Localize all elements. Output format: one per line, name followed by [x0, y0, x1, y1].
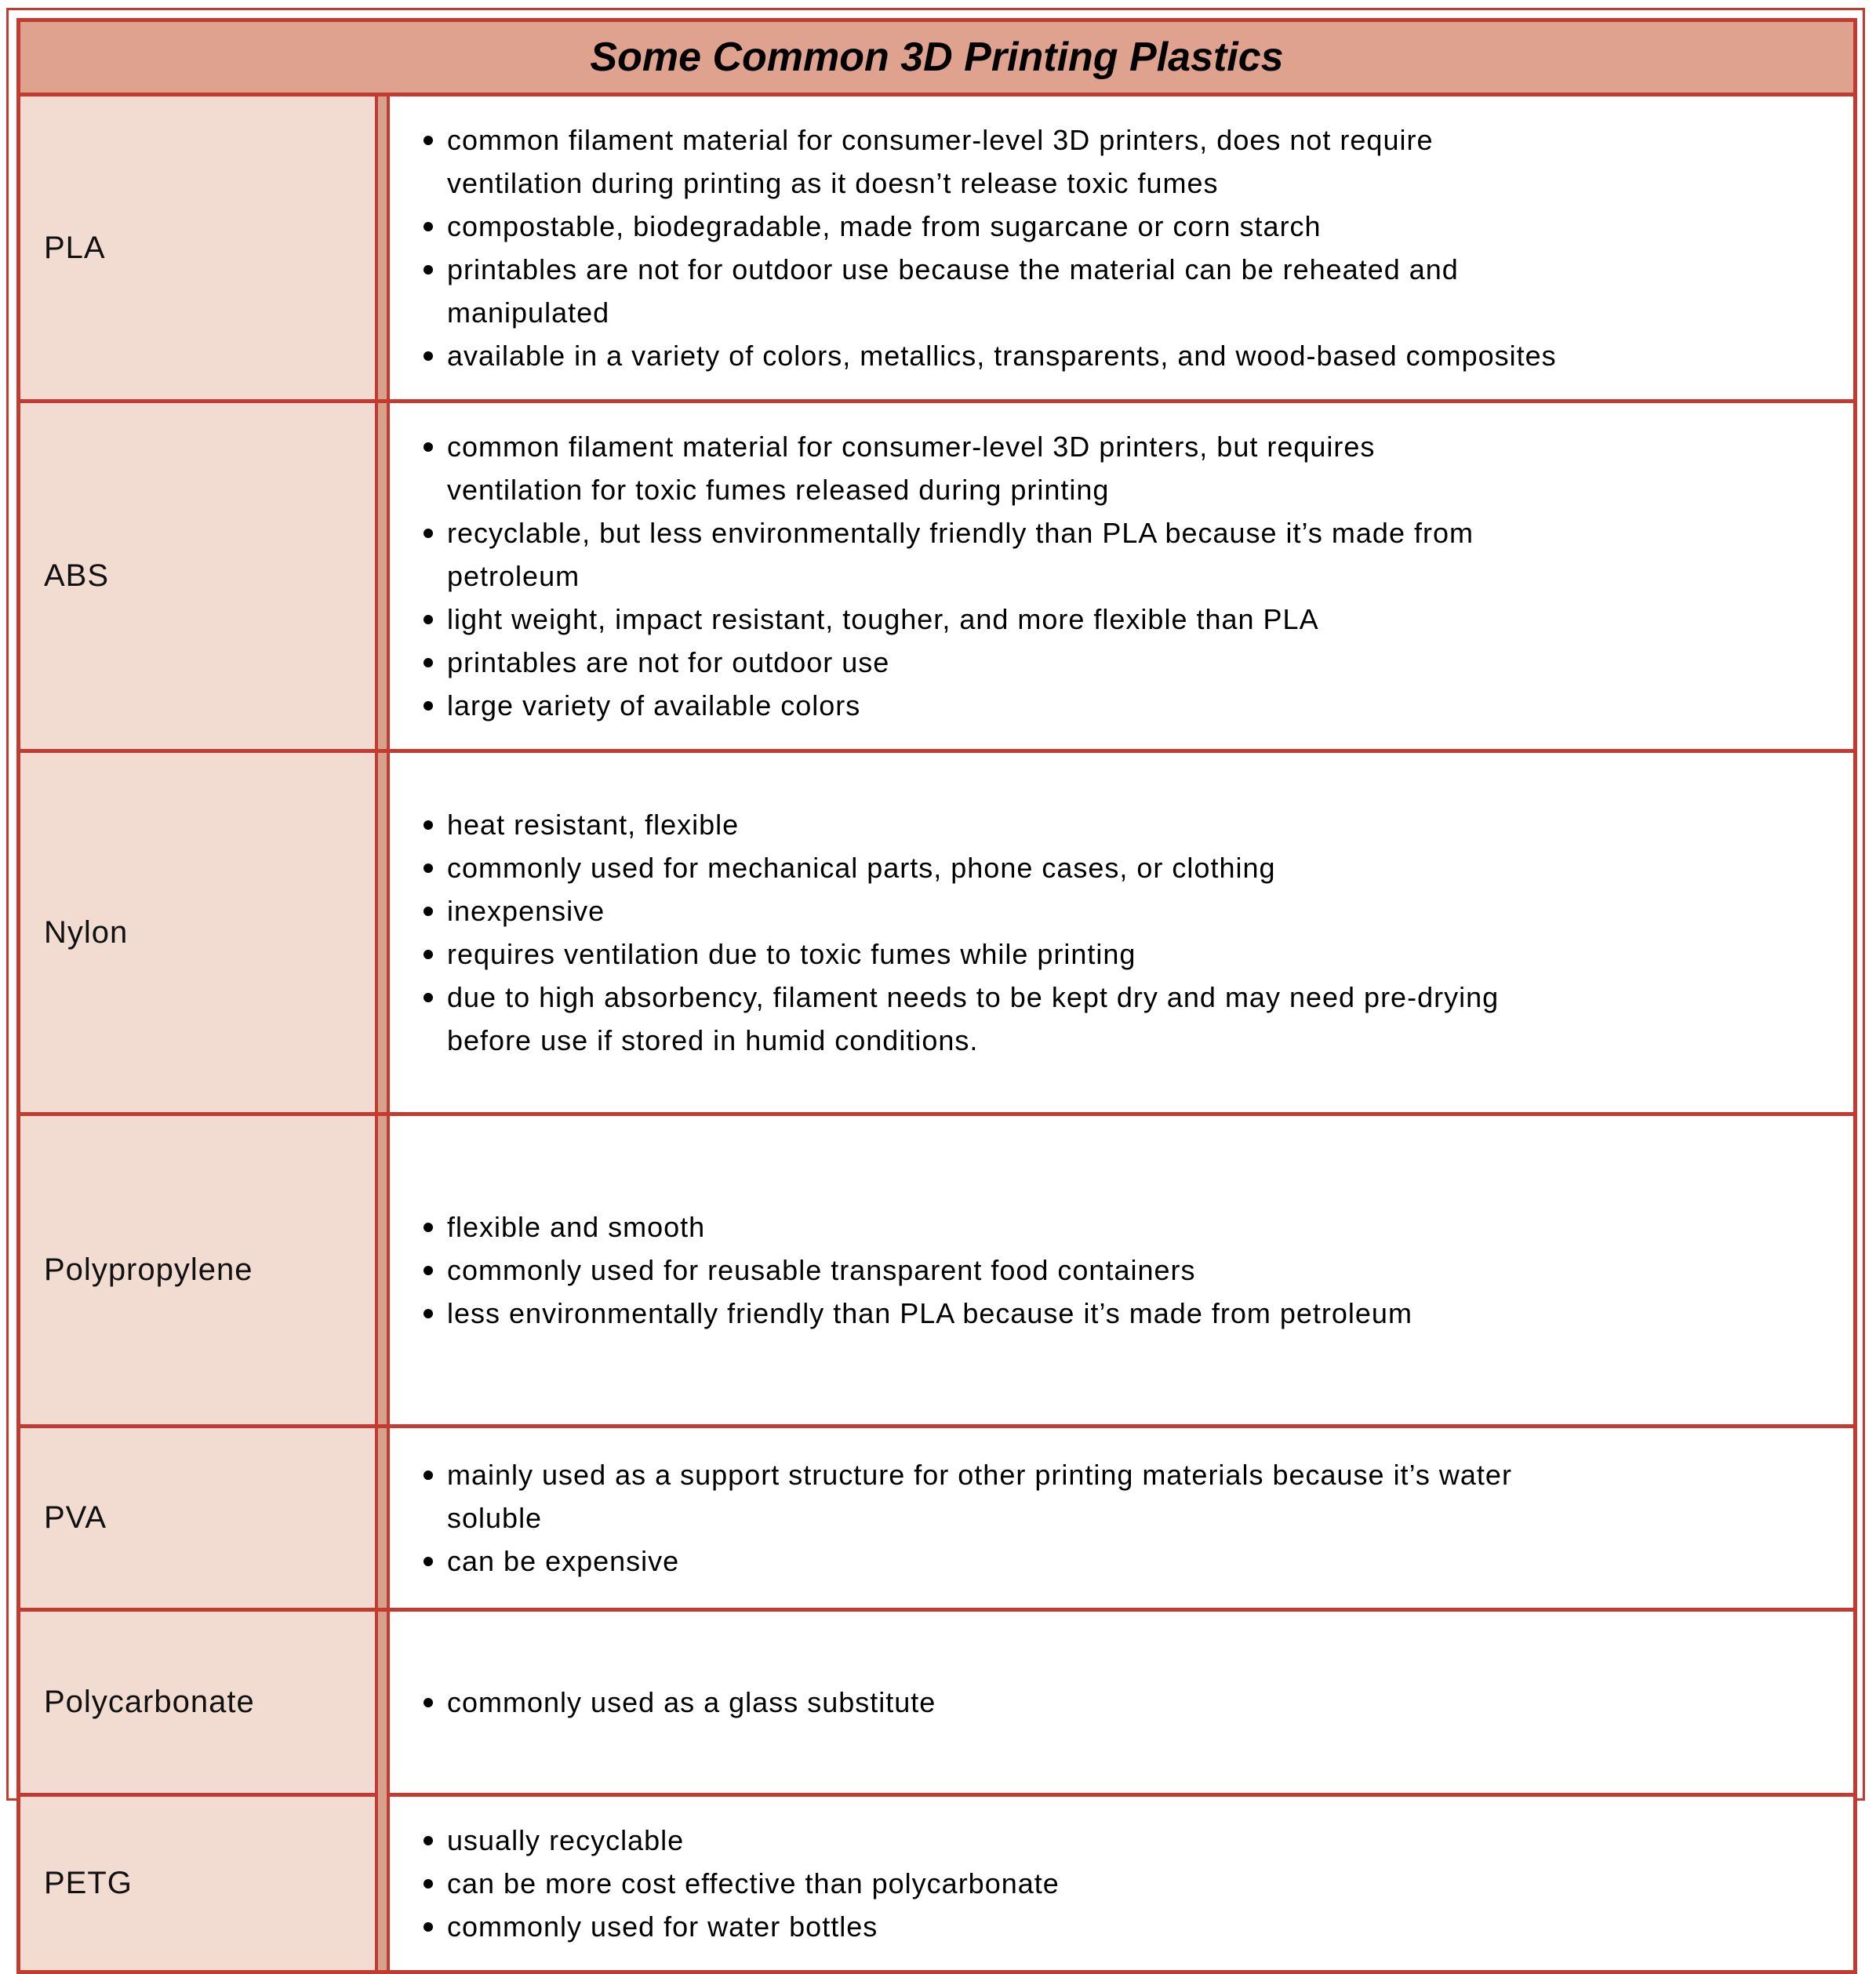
- bullet-icon: [424, 863, 433, 873]
- column-divider: [375, 753, 390, 1112]
- bullet-icon: [424, 1698, 433, 1707]
- bullet-item: [424, 889, 1499, 932]
- bullet-text: can be more cost effective than polycarbonate: [447, 1867, 1060, 1899]
- bullet-list: [424, 1819, 1060, 1948]
- material-label-cell: [20, 753, 375, 1112]
- table-header: [20, 22, 1853, 93]
- table-row: [20, 1608, 1853, 1793]
- bullet-icon: [424, 615, 433, 624]
- bullet-icon: [424, 1471, 433, 1480]
- bullet-text: compostable, biodegradable, made from sugarcane or corn starch: [447, 210, 1322, 242]
- bullet-text: commonly used for reusable transparent food containers: [447, 1254, 1196, 1286]
- bullet-text: requires ventilation due to toxic fumes while printing: [447, 938, 1136, 970]
- table-row: [20, 399, 1853, 749]
- column-divider: [375, 1428, 390, 1608]
- bullet-item: [424, 425, 1474, 511]
- material-name: ABS: [44, 558, 110, 593]
- material-name: Nylon: [44, 914, 129, 950]
- bullet-item: [424, 118, 1557, 205]
- column-divider: [375, 1797, 390, 1970]
- bullet-text: commonly used for water bottles: [447, 1910, 878, 1943]
- bullet-icon: [424, 351, 433, 361]
- bullet-icon: [424, 950, 433, 959]
- bullet-icon: [424, 1266, 433, 1275]
- bullet-item: [424, 1681, 936, 1724]
- bullet-item: [424, 1453, 1512, 1540]
- bullet-item: [424, 932, 1499, 976]
- table-row: [20, 93, 1853, 399]
- material-label-cell: [20, 96, 375, 399]
- bullet-text: usually recyclable: [447, 1824, 685, 1856]
- bullet-icon: [424, 1557, 433, 1566]
- material-details-cell: [390, 96, 1853, 399]
- bullet-item: [424, 511, 1474, 598]
- bullet-icon: [424, 658, 433, 667]
- bullet-text: recyclable, but less environmentally friendly than PLA because it’s made from petroleum: [447, 517, 1474, 592]
- bullet-item: [424, 846, 1499, 889]
- bullet-text: printables are not for outdoor use because the material can be reheated and manipulated: [447, 253, 1459, 329]
- bullet-list: [424, 425, 1474, 727]
- table-row: [20, 1793, 1853, 1970]
- bullet-text: commonly used as a glass substitute: [447, 1686, 936, 1718]
- material-details-cell: [390, 1612, 1853, 1793]
- bullet-text: flexible and smooth: [447, 1211, 706, 1243]
- bullet-item: [424, 248, 1557, 334]
- column-divider: [375, 403, 390, 749]
- bullet-list: [424, 1205, 1412, 1335]
- bullet-list: [424, 803, 1499, 1062]
- bullet-item: [424, 1292, 1412, 1335]
- bullet-text: inexpensive: [447, 895, 605, 927]
- bullet-icon: [424, 442, 433, 452]
- bullet-icon: [424, 1309, 433, 1318]
- bullet-item: [424, 1249, 1412, 1292]
- bullet-item: [424, 1205, 1412, 1249]
- bullet-item: [424, 1540, 1512, 1583]
- material-label-cell: [20, 403, 375, 749]
- bullet-icon: [424, 1879, 433, 1889]
- bullet-item: [424, 1862, 1060, 1905]
- bullet-text: large variety of available colors: [447, 689, 861, 722]
- table-row: [20, 749, 1853, 1112]
- material-details-cell: [390, 403, 1853, 749]
- bullet-text: common filament material for consumer-level 3D printers, but requires ventilation for toxic fumes released during printing: [447, 431, 1376, 506]
- material-label-cell: [20, 1612, 375, 1793]
- bullet-item: [424, 641, 1474, 684]
- material-name: Polycarbonate: [44, 1685, 255, 1719]
- material-name: Polypropylene: [44, 1252, 253, 1287]
- bullet-list: [424, 118, 1557, 377]
- bullet-icon: [424, 136, 433, 145]
- bullet-item: [424, 1905, 1060, 1948]
- plastics-table: [16, 18, 1857, 1974]
- bullet-icon: [424, 222, 433, 231]
- column-divider: [375, 1116, 390, 1424]
- bullet-list: [424, 1453, 1512, 1583]
- bullet-icon: [424, 1223, 433, 1232]
- bullet-icon: [424, 993, 433, 1002]
- bullet-icon: [424, 820, 433, 830]
- material-details-cell: [390, 1428, 1853, 1608]
- bullet-icon: [424, 907, 433, 916]
- table-row: [20, 1424, 1853, 1608]
- bullet-item: [424, 684, 1474, 727]
- material-label-cell: [20, 1797, 375, 1970]
- material-details-cell: [390, 1797, 1853, 1970]
- table-title: Some Common 3D Printing Plastics: [590, 35, 1284, 80]
- material-details-cell: [390, 1116, 1853, 1424]
- material-details-cell: [390, 753, 1853, 1112]
- bullet-text: less environmentally friendly than PLA because it’s made from petroleum: [447, 1297, 1412, 1329]
- bullet-list: [424, 1681, 936, 1724]
- bullet-item: [424, 334, 1557, 377]
- bullet-icon: [424, 529, 433, 538]
- bullet-text: due to high absorbency, filament needs to be kept dry and may need pre-drying before use if stored in humid conditions.: [447, 981, 1500, 1056]
- bullet-text: can be expensive: [447, 1545, 680, 1577]
- table-row: [20, 1112, 1853, 1424]
- bullet-icon: [424, 1922, 433, 1932]
- bullet-icon: [424, 701, 433, 711]
- bullet-text: common filament material for consumer-level 3D printers, does not require ventilation during printing as it doesn’t release toxic fumes: [447, 124, 1434, 199]
- bullet-text: light weight, impact resistant, tougher, and more flexible than PLA: [447, 603, 1319, 635]
- column-divider: [375, 96, 390, 399]
- column-divider: [375, 1612, 390, 1793]
- material-label-cell: [20, 1116, 375, 1424]
- material-name: PVA: [44, 1500, 107, 1535]
- bullet-icon: [424, 265, 433, 274]
- bullet-text: heat resistant, flexible: [447, 809, 740, 841]
- bullet-item: [424, 205, 1557, 248]
- bullet-item: [424, 976, 1499, 1062]
- bullet-icon: [424, 1836, 433, 1845]
- bullet-text: mainly used as a support structure for other printing materials because it’s water soluble: [447, 1459, 1512, 1534]
- column-divider-tail: [375, 1791, 390, 1801]
- bullet-item: [424, 1819, 1060, 1862]
- material-name: PLA: [44, 230, 106, 265]
- bullet-text: printables are not for outdoor use: [447, 646, 890, 678]
- material-label-cell: [20, 1428, 375, 1608]
- bullet-item: [424, 598, 1474, 641]
- bullet-item: [424, 803, 1499, 846]
- bullet-text: commonly used for mechanical parts, phone cases, or clothing: [447, 852, 1276, 884]
- material-name: PETG: [44, 1866, 133, 1900]
- table-body: [20, 93, 1853, 1970]
- bullet-text: available in a variety of colors, metallics, transparents, and wood-based composites: [447, 340, 1557, 372]
